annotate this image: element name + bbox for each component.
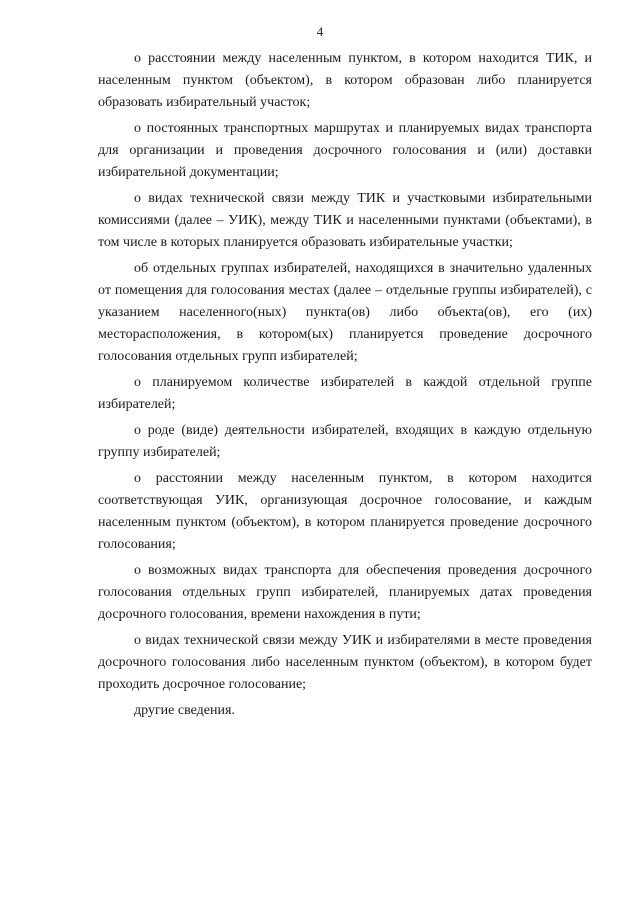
paragraph-distance-tik: о расстоянии между населенным пунктом, в котором находится ТИК, и населенным пунктом (объектом), в котором образован либо планируется образовать избирательный участок; — [98, 51, 592, 110]
paragraph-distance-uik: о расстоянии между населенным пунктом, в котором находится соответствующая УИК, организующая досрочное голосование, и каждым населенным пунктом (объектом), в котором планируется проведение досрочного голосования; — [98, 471, 592, 552]
paragraph-voter-groups: об отдельных группах избирателей, находящихся в значительно удаленных от помещения для голосования местах (далее – отдельные группы избирателей), с указанием населенного(ных) пункта(ов) либо объекта(ов), его (их) месторасположения, в котором(ых) планируется проведение досрочного голосования отдельных групп избирателей; — [98, 261, 592, 364]
paragraph-other-info: другие сведения. — [134, 703, 235, 718]
page-number: 4 — [316, 24, 324, 39]
paragraph-transport-types: о возможных видах транспорта для обеспечения проведения досрочного голосования отдельных групп избирателей, планируемых датах проведения досрочного голосования, времени нахождения в пути; — [98, 563, 592, 622]
paragraph-communication-tik: о видах технической связи между ТИК и участковыми избирательными комиссиями (далее – УИК), между ТИК и населенными пунктами (объектами), в том числе в которых планируется образовать избирательные участки; — [98, 191, 592, 250]
paragraph-communication-uik: о видах технической связи между УИК и избирателями в месте проведения досрочного голосования либо населенным пунктом (объектом), в котором будет проходить досрочное голосование; — [98, 633, 592, 692]
document-body — [98, 48, 592, 726]
paragraph-voter-count: о планируемом количестве избирателей в каждой отдельной группе избирателей; — [98, 375, 592, 412]
paragraph-transport-routes: о постоянных транспортных маршрутах и планируемых видах транспорта для организации и проведения досрочного голосования и (или) доставки избирательной документации; — [98, 121, 592, 180]
paragraph-activity-type: о роде (виде) деятельности избирателей, входящих в каждую отдельную группу избирателей; — [98, 423, 592, 460]
